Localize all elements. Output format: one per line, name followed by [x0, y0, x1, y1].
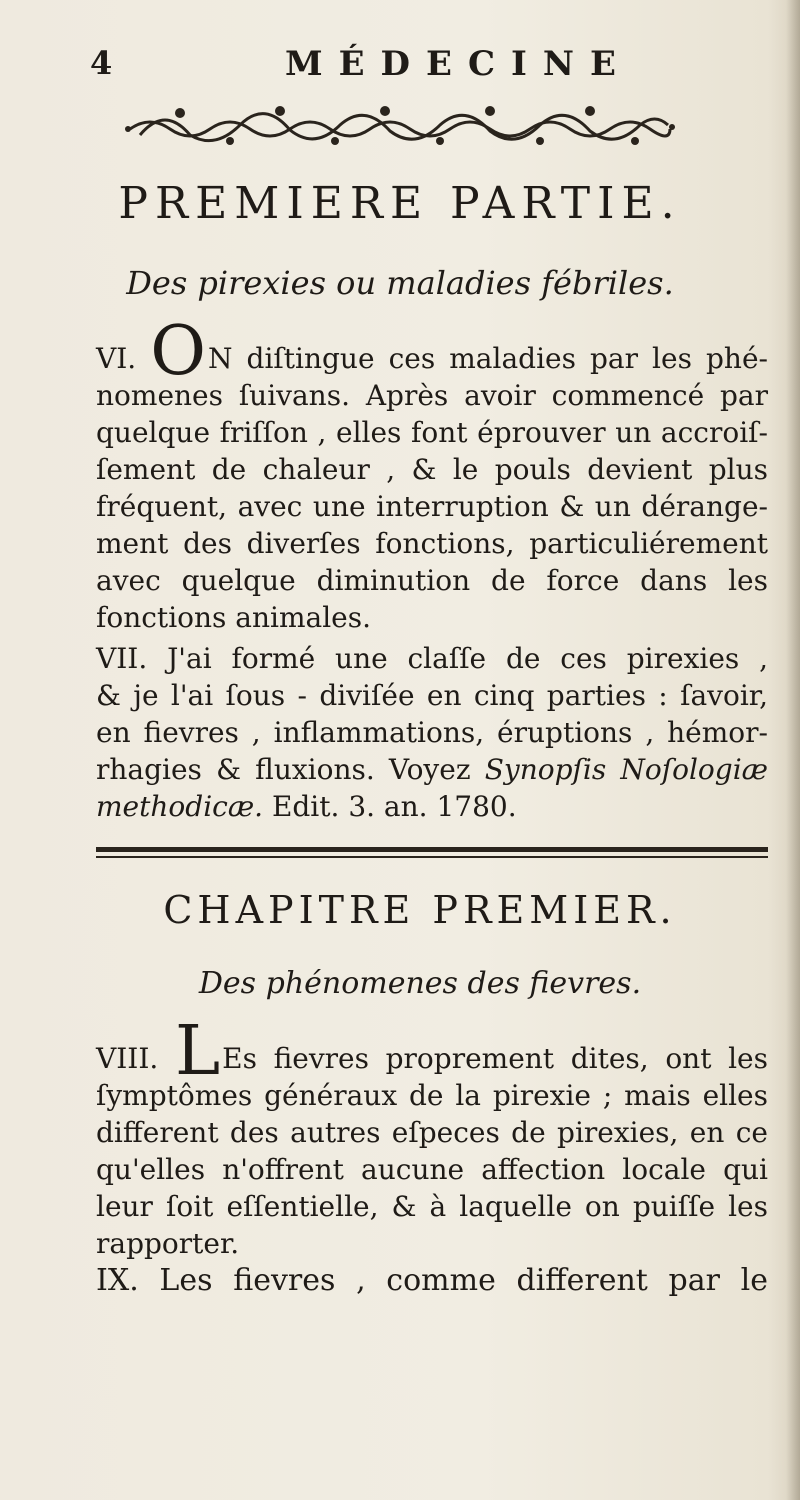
section-vi-dropcap: O: [150, 312, 206, 391]
page-number: 4: [90, 44, 113, 82]
section-viii-first-line: [96, 1012, 768, 1091]
floral-headpiece-ornament: [120, 95, 680, 155]
section-vi: [96, 312, 768, 636]
decorative-rule: [96, 847, 768, 861]
text-line-with-reference: [96, 751, 768, 788]
text-line: & je l'ai ſous - diviſée en cinq parties : ſavoir,: [96, 679, 768, 712]
text-line: rapporter.: [96, 1227, 240, 1260]
text-line-with-reference: [96, 788, 768, 825]
part-subtitle: Des pirexies ou maladies fébriles.: [126, 264, 674, 302]
text-line: avec quelque diminution de force dans les: [96, 564, 768, 597]
page-edge-shadow: [786, 0, 800, 1500]
section-ix-line: IX. Les fievres , comme different par le: [96, 1263, 768, 1298]
text-line: nomenes ſuivans. Après avoir commencé par: [96, 379, 768, 412]
text-line: ſymptômes généraux de la pirexie ; mais elles: [96, 1079, 768, 1112]
section-vi-first-line: [96, 312, 768, 391]
section-vi-number: VI.: [96, 342, 137, 375]
text-line: en fievres , inflammations, éruptions , hémor-: [96, 716, 768, 749]
text-line: N diſtingue ces maladies par les phé-: [207, 342, 768, 375]
text-line: leur ſoit eſſentielle, & à laquelle on puiſſe les: [96, 1190, 768, 1223]
text-line: Es fievres proprement dites, ont les: [222, 1042, 768, 1075]
running-title: MÉDECINE: [285, 44, 632, 84]
text-line: ſement de chaleur , & le pouls devient plus: [96, 453, 768, 486]
section-viii-number: VIII.: [96, 1042, 159, 1075]
text-line: different des autres eſpeces de pirexies, en ce: [96, 1116, 768, 1149]
section-vii: [96, 640, 768, 825]
text-line: qu'elles n'offrent aucune affection locale qui: [96, 1153, 768, 1186]
section-viii-dropcap: L: [174, 1012, 221, 1091]
edition-info: Edit. 3. an. 1780.: [263, 790, 517, 823]
chapter-title: CHAPITRE PREMIER.: [163, 888, 677, 932]
running-head: [90, 44, 750, 84]
part-title: PREMIERE PARTIE.: [118, 178, 682, 229]
reference-title: Synopſis Noſologiæ: [484, 753, 768, 786]
text-line: quelque friſſon , elles font éprouver un accroiſ-: [96, 416, 768, 449]
text-line: rhagies & fluxions. Voyez: [96, 753, 471, 786]
text-line: fonctions animales.: [96, 601, 372, 634]
text-line: VII. J'ai formé une claſſe de ces pirexies ,: [96, 642, 768, 675]
section-viii: [96, 1012, 768, 1299]
reference-title-cont: methodicæ.: [96, 790, 264, 823]
text-line: ment des diverſes fonctions, particuliérement: [96, 527, 768, 560]
chapter-subtitle: Des phénomenes des fievres.: [198, 966, 642, 1001]
text-line: fréquent, avec une interruption & un dérange-: [96, 490, 768, 523]
